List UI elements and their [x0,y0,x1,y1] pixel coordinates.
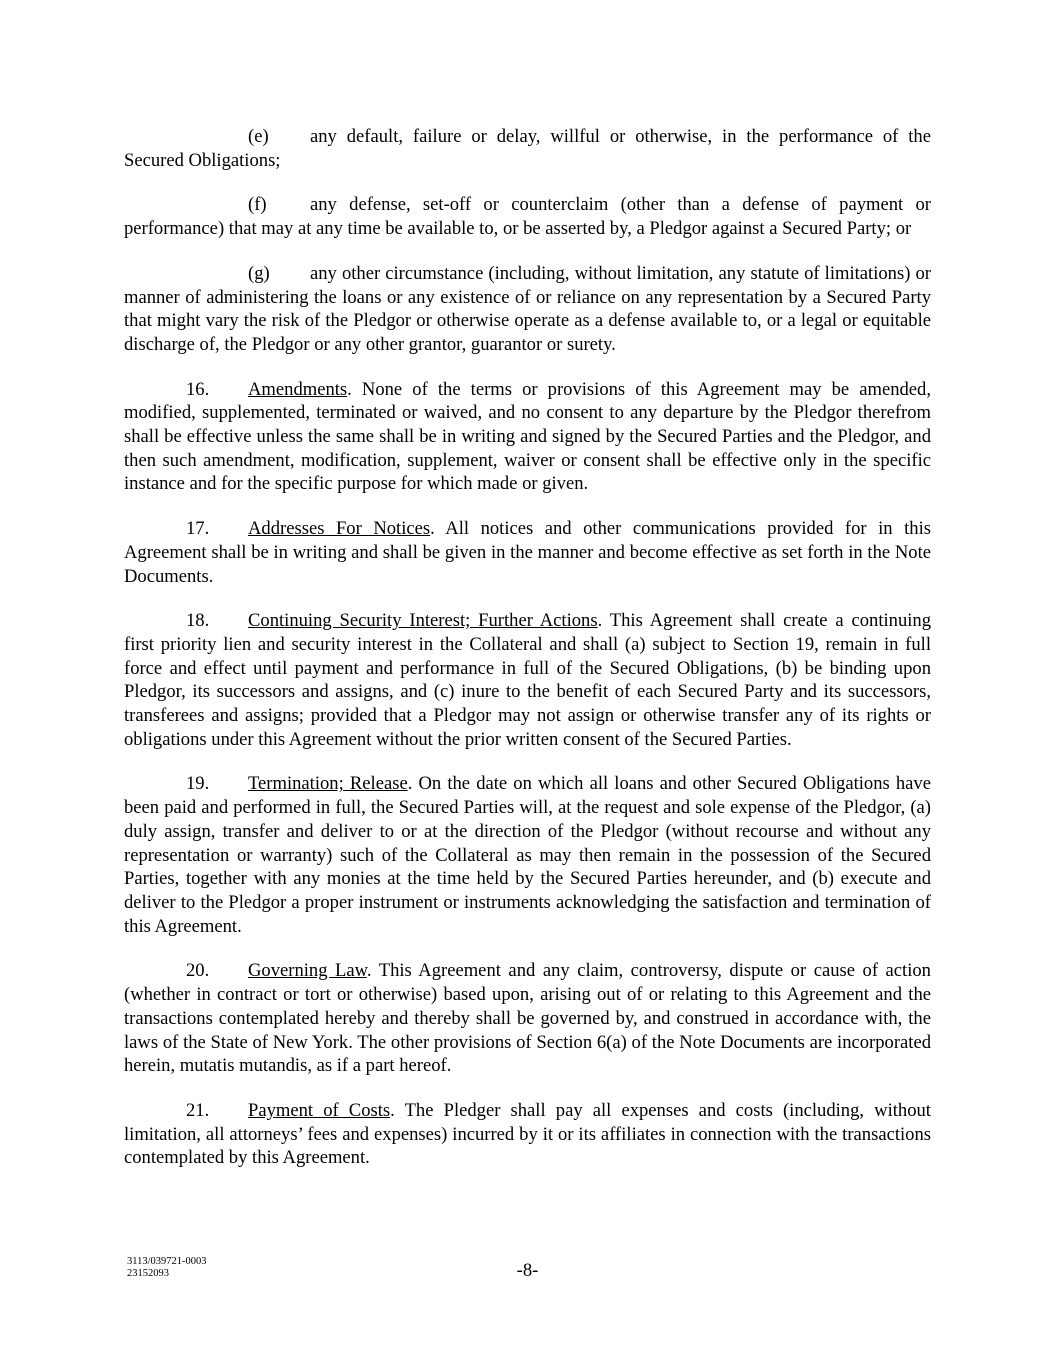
section-number: 20. [186,960,210,982]
section-text: . This Agreement and any claim, controversy, dispute or cause of action (whether in contract or tort or otherwise) based upon, arising out of or relating to this Agreement and the transactions contemplated hereby and thereby shall be governed by, and construed in accordance with, the laws of the State of New York. The other provisions of Section 6(a) of the Note Documents are incorporated herein, mutatis mutandis, as if a part hereof. [124,960,931,1077]
section-heading: Addresses For Notices [248,518,431,540]
paragraph-text: any defense, set-off or counterclaim (other than a defense of payment or performance) that may at any time be available to, or be asserted by, a Pledgor against a Secured Party; or [124,194,931,240]
section-20 [124,959,931,1078]
section-text: . This Agreement shall create a continuing first priority lien and security interest in the Collateral and shall (a) subject to Section 19, remain in full force and effect until payment and performance in full of the Secured Obligations, (b) be binding upon Pledgor, its successors and assigns, and (c) inure to the benefit of each Secured Party and its successors, transferees and assigns; provided that a Pledgor may not assign or otherwise transfer any of its rights or obligations under this Agreement without the prior written consent of the Secured Parties. [124,610,932,750]
section-number: 16. [186,378,210,400]
section-heading: Amendments [248,378,348,400]
section-16 [124,378,931,497]
section-18 [124,609,931,751]
section-number: 19. [186,773,210,795]
section-17 [124,517,931,588]
document-body [124,125,931,1191]
section-text: . All notices and other communications provided for in this Agreement shall be in writing and shall be given in the manner and become effective as set forth in the Note Documents. [124,518,931,587]
paragraph-f [124,193,931,240]
page-number: -8- [516,1260,539,1281]
section-heading: Continuing Security Interest; Further Actions [248,610,598,632]
paragraph-marker: (e) [248,126,269,147]
paragraph-text: any default, failure or delay, willful or otherwise, in the performance of the Secured Obligations; [124,126,931,171]
paragraph-marker: (f) [248,194,267,216]
document-id-line-2: 23152093 [127,1268,169,1279]
section-heading: Payment of Costs [248,1099,391,1121]
paragraph-marker: (g) [248,262,270,284]
section-heading: Governing Law [248,960,367,982]
section-19 [124,772,931,938]
paragraph-g [124,262,931,357]
section-text: . The Pledger shall pay all expenses and costs (including, without limitation, all attorneys’ fees and expenses) incurred by it or its affiliates in connection with the transactions contemplated by this Agreement. [124,1099,931,1169]
section-number: 21. [186,1099,210,1121]
section-heading: Termination; Release [248,773,408,795]
section-number: 17. [186,518,210,540]
section-text: . None of the terms or provisions of this Agreement may be amended, modified, supplemented, terminated or waived, and no consent to any departure by the Pledgor therefrom shall be effective unless the same shall be in writing and signed by the Secured Parties and the Pledgor, and then such amendment, modification, supplement, waiver or consent shall be effective only in the specific instance and for the specific purpose for which made or given. [124,378,931,495]
document-id-line-1: 3113/039721-0003 [127,1256,207,1267]
paragraph-e [124,125,931,172]
section-21 [124,1099,931,1170]
section-text: . On the date on which all loans and other Secured Obligations have been paid and performed in full, the Secured Parties will, at the request and sole expense of the Pledgor, (a) duly assign, transfer and deliver to or at the direction of the Pledgor (without recourse and without any representation or warranty) such of the Collateral as may then remain in the possession of the Secured Parties, together with any monies at the time held by the Secured Parties hereunder, and (b) execute and deliver to the Pledgor a proper instrument or instruments acknowledging the satisfaction and termination of this Agreement. [124,773,931,937]
section-number: 18. [186,610,210,632]
paragraph-text: any other circumstance (including, without limitation, any statute of limitations) or manner of administering the loans or any existence of or reliance on any representation by a Secured Party that might vary the risk of the Pledgor or otherwise operate as a defense available to, or a legal or equitable discharge of, the Pledgor or any other grantor, guarantor or surety. [124,262,931,355]
